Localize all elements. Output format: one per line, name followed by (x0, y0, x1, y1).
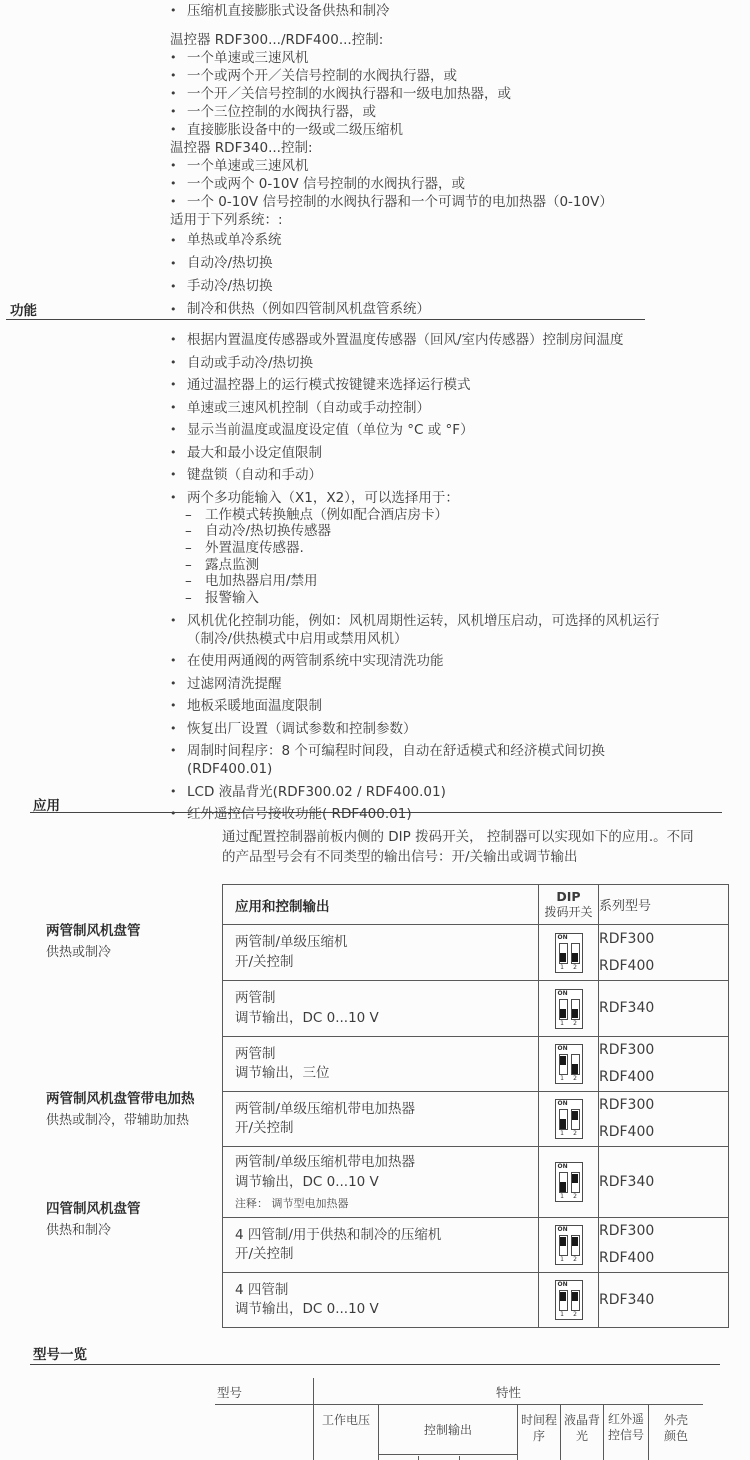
list-item: • 红外遥控信号接收功能( RDF400.01) (170, 806, 412, 823)
model-overview-table (215, 1378, 703, 1460)
bullet-icon: • (170, 159, 177, 172)
header-series-model: 系列型号 (599, 885, 729, 925)
group-label-two-pipe-el-heater: 两管制风机盘管带电加热 供热或制冷，带辅助加热 (46, 1091, 195, 1128)
bullet-icon: • (170, 676, 177, 690)
list-item: • 一个 0-10V 信号控制的水阀执行器和一个可调节的电加热器（0-10V） (170, 194, 613, 210)
list-item: • LCD 液晶背光(RDF300.02 / RDF400.01) (170, 783, 446, 800)
bullet-icon: • (170, 613, 177, 627)
dip-switch-1 (559, 999, 568, 1020)
bullet-icon: • (170, 51, 177, 64)
list-item: • 单热或单冷系统 (170, 229, 652, 252)
header-time-program: 时间程序 (517, 1405, 560, 1460)
bullet-icon: • (170, 105, 177, 118)
dip-switch-2 (571, 999, 580, 1020)
table-header-row (215, 1378, 703, 1405)
list-item: • 风机优化控制功能，例如：风机周期性运转，风机增压启动，可选择的风机运行（制冷/供热模式中启用或禁用风机） (170, 612, 660, 647)
list-item: • 手动冷/热切换 (170, 275, 652, 298)
list-item: • 一个三位控制的水阀执行器，或 (170, 104, 376, 120)
dip-switch-icon: ON 1 2 (555, 1162, 583, 1202)
bullet-icon: • (170, 423, 177, 436)
bullet-icon: • (170, 784, 177, 798)
systems-heading: 适用于下列系统：: (170, 212, 283, 228)
dash-icon: – (185, 539, 192, 556)
list-item: • 直接膨胀设备中的一级或二级压缩机 (170, 122, 403, 138)
bullet-icon: • (170, 257, 177, 270)
dip-switch-icon: ON 1 2 (555, 1044, 583, 1084)
bullet-icon: • (170, 400, 177, 414)
list-item (170, 2, 652, 20)
dip-switch-1 (559, 1290, 568, 1311)
dash-icon: – (185, 590, 192, 607)
empty-cell (215, 1405, 313, 1460)
table-row: 两管制/单级压缩机带电加热器 开/关控制 ON 1 2 RDF300 RDF400 (223, 1092, 729, 1147)
bullet-icon: • (170, 490, 177, 504)
header-lcd-backlight: 液晶背光 (560, 1405, 603, 1460)
bullet-icon: • (170, 280, 177, 293)
dip-switch-1 (559, 1235, 568, 1256)
list-item: • 自动冷/热切换 (170, 252, 652, 275)
group-label-two-pipe: 两管制风机盘管 供热或制冷 (46, 923, 141, 960)
bullet-icon: • (170, 355, 177, 369)
list-item: • 两个多功能输入（X1，X2），可以选择用于： (170, 489, 459, 506)
features-list (170, 331, 662, 828)
bullet-icon: • (170, 177, 177, 190)
header-application-output: 应用和控制输出 (223, 885, 539, 925)
header-model: 型号 (217, 1385, 243, 1400)
sub-list-item: – 电加热器启用/禁用 (185, 573, 318, 590)
applications-table (222, 884, 729, 1328)
bullet-icon: • (170, 333, 177, 346)
list-item: • 最大和最小设定值限制 (170, 444, 322, 461)
table-row: 两管制 调节输出，DC 0...10 V ON 1 2 RDF340 (223, 981, 729, 1037)
table-subheader-row (215, 1405, 703, 1460)
sub-list-item: – 露点监测 (185, 556, 259, 573)
dip-switch-icon: ON 1 2 (555, 1225, 583, 1265)
list-item: • 制冷和供热（例如四管制风机盘管系统） (170, 298, 652, 321)
dip-switch-2 (571, 1235, 580, 1256)
bullet-icon: • (170, 4, 177, 17)
header-ir-remote-signal: 红外遥控信号 (603, 1405, 648, 1460)
bullet-icon: • (170, 445, 177, 459)
table-row-note: 注释： 调节型电加热器 (235, 1197, 349, 1210)
dip-switch-2 (571, 1054, 580, 1075)
bullet-icon: • (170, 195, 177, 208)
dip-switch-2 (571, 943, 580, 964)
model-overview-section-title: 型号一览 (33, 1347, 87, 1363)
list-item: • 通过温控器上的运行模式按键键来选择运行模式 (170, 377, 471, 393)
table-row: 4 四管制 调节输出，DC 0...10 V ON 1 2 RDF340 (223, 1273, 729, 1328)
header-control-output: 控制输出 (378, 1405, 517, 1460)
list-item: • 一个或两个 0-10V 信号控制的水阀执行器，或 (170, 176, 465, 192)
systems-list (170, 229, 652, 321)
dip-switch-2 (571, 1290, 580, 1311)
table-header-row (223, 885, 729, 925)
bullet-icon: • (170, 87, 177, 100)
sub-list-item: – 报警输入 (185, 590, 259, 607)
header-operating-voltage: 工作电压 (313, 1405, 378, 1460)
dip-switch-2 (571, 1172, 580, 1193)
dip-switch-2 (571, 1109, 580, 1130)
list-item: • 单速或三速风机控制（自动或手动控制） (170, 399, 430, 416)
dip-switch-icon: ON 1 2 (555, 1280, 583, 1320)
list-item: • 周制时间程序：8 个可编程时间段，自动在舒适模式和经济模式间切换(RDF400.01) (170, 743, 605, 778)
dash-icon: – (185, 506, 192, 523)
list-item: • 自动或手动冷/热切换 (170, 354, 314, 371)
list-item: • 在使用两通阀的两管制系统中实现清洗功能 (170, 653, 444, 670)
list-item: • 地板采暖地面温度限制 (170, 698, 322, 715)
dash-icon: – (185, 556, 192, 573)
bullet-icon: • (170, 303, 177, 316)
list-item: • 一个单速或三速风机 (170, 158, 309, 174)
application-intro-paragraph: 通过配置控制器前板内侧的 DIP 拨码开关， 控制器可以实现如下的应用.。不同的产品型号会有不同类型的输出信号：开/关输出或调节输出 (222, 829, 694, 865)
dash-icon: – (185, 523, 192, 540)
table-row: 两管制 调节输出，三位 ON 1 2 RDF300 RDF400 (223, 1037, 729, 1092)
features-section-title: 功能 (10, 303, 37, 319)
list-item: • 键盘锁（自动和手动） (170, 467, 322, 483)
dip-switch-1 (559, 943, 568, 964)
rdf300-heading: 温控器 RDF300.../RDF400...控制: (170, 32, 384, 48)
table-row: 4 四管制/用于供热和制冷的压缩机 开/关控制 ON 1 2 RDF300 RDF400 (223, 1218, 729, 1273)
sub-list-item: – 工作模式转换触点（例如配合酒店房卡） (185, 506, 448, 523)
header-housing-color: 外壳颜色 (648, 1405, 703, 1460)
dip-switch-icon: ON 1 2 (555, 933, 583, 973)
bullet-icon: • (170, 378, 177, 391)
list-item: • 显示当前温度或温度设定值（单位为 °C 或 °F） (170, 422, 474, 438)
list-item: • 一个开／关信号控制的水阀执行器和一级电加热器，或 (170, 86, 511, 102)
bullet-icon: • (170, 744, 177, 758)
sub-column-divider (459, 1456, 460, 1460)
section-rule (30, 812, 722, 813)
section-rule (30, 1364, 720, 1365)
list-item: • 恢复出厂设置（调试参数和控制参数） (170, 720, 417, 737)
sub-column-divider (418, 1456, 419, 1460)
list-item: • 一个单速或三速风机 (170, 50, 309, 66)
dash-icon: – (185, 573, 192, 590)
multifunction-sublist (170, 507, 662, 607)
intro-top-bullet: 压缩机直接膨胀式设备供热和制冷 (187, 3, 390, 19)
rdf340-heading: 温控器 RDF340...控制: (170, 140, 313, 156)
list-item: • 一个或两个开／关信号控制的水阀执行器，或 (170, 68, 457, 84)
dip-switch-1 (559, 1172, 568, 1193)
dip-switch-icon: ON 1 2 (555, 1099, 583, 1139)
bullet-icon: • (170, 234, 177, 247)
list-item: • 根据内置温度传感器或外置温度传感器（回风/室内传感器）控制房间温度 (170, 332, 624, 348)
table-row: 两管制/单级压缩机 开/关控制 ON 1 2 RDF300 RDF400 (223, 925, 729, 981)
table-row: 两管制/单级压缩机带电加热器 调节输出，DC 0...10 V 注释： 调节型电加热器 ON 1 2 RDF340 (223, 1147, 729, 1218)
intro-section (170, 2, 652, 321)
bullet-icon: • (170, 123, 177, 136)
sub-list-item: – 自动冷/热切换传感器 (185, 523, 332, 540)
application-section-title: 应用 (33, 798, 60, 814)
bullet-icon: • (170, 468, 177, 481)
sub-list-item: – 外置温度传感器. (185, 539, 304, 556)
list-item: • 过滤网清洗提醒 (170, 675, 282, 692)
bullet-icon: • (170, 721, 177, 735)
section-rule (6, 319, 645, 320)
dip-switch-1 (559, 1109, 568, 1130)
bullet-icon: • (170, 654, 177, 668)
group-label-four-pipe: 四管制风机盘管 供热和制冷 (46, 1201, 141, 1238)
bullet-icon: • (170, 69, 177, 82)
dip-switch-icon: ON 1 2 (555, 989, 583, 1029)
dip-switch-1 (559, 1054, 568, 1075)
header-dip-switch: DIP 拨码开关 (539, 885, 599, 925)
bullet-icon: • (170, 807, 177, 821)
header-features: 特性 (313, 1378, 703, 1404)
bullet-icon: • (170, 699, 177, 713)
